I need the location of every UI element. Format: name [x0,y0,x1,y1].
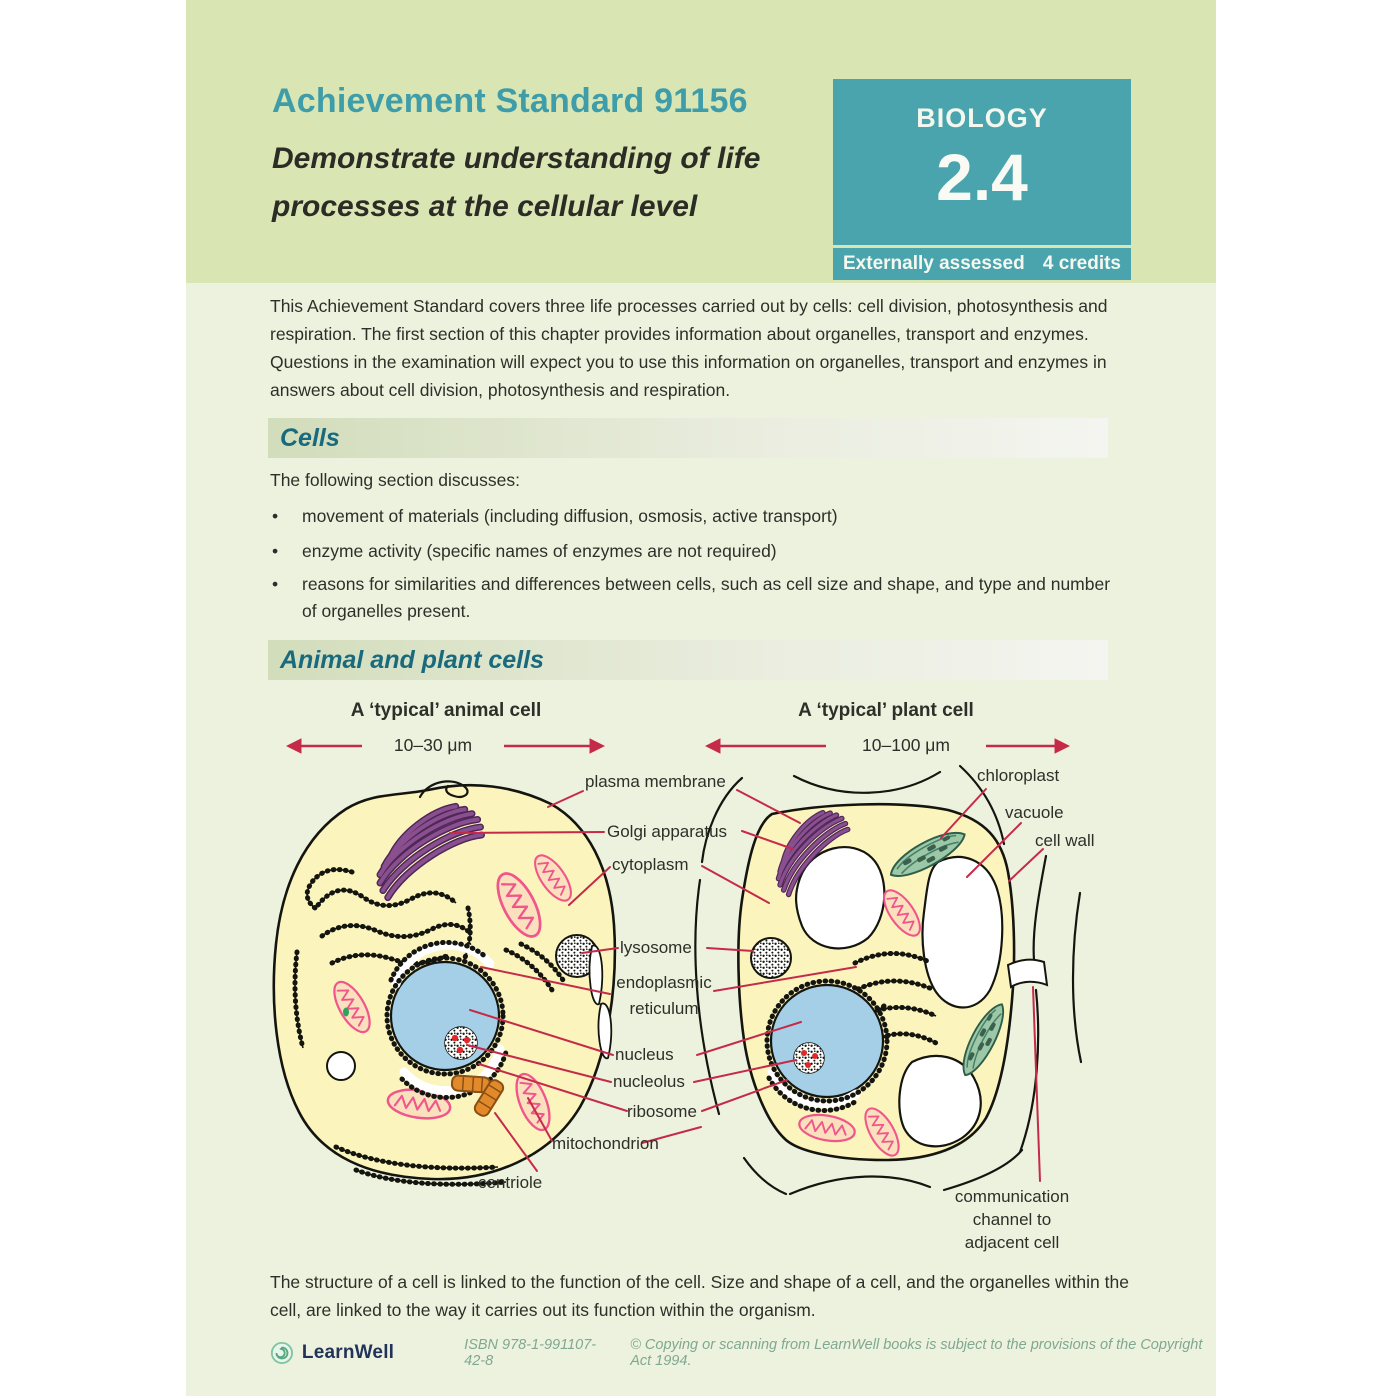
copyright-text: © Copying or scanning from LearnWell books is subject to the provisions of the Copyright Act 1994. [630,1337,1203,1369]
nucleus [391,962,499,1070]
subject-name: BIOLOGY [916,103,1048,133]
label-cell-wall: cell wall [1035,831,1095,850]
label-communication-channel [942,1185,1082,1254]
label-mitochondrion: mitochondrion [552,1134,659,1153]
plant-cell-title: A ‘typical’ plant cell [798,700,974,721]
closing-paragraph: The structure of a cell is linked to the function of the cell. Size and shape of a cell, and the organelles within the cell, are linked to the way it carries out its function within the organism. [270,1272,1129,1320]
label-chloroplast: chloroplast [977,766,1060,785]
nucleolus [445,1027,477,1059]
vacuole [923,857,1003,1008]
label-ribosome: ribosome [627,1102,697,1121]
label-cytoplasm: cytoplasm [612,855,689,874]
bullet-item [272,571,1120,625]
cells-intro-line: The following section discusses: [270,470,520,490]
textbook-page [186,0,1216,1396]
brand-name: LearnWell [301,1342,395,1363]
label-vacuole: vacuole [1005,803,1064,822]
label-golgi-apparatus: Golgi apparatus [607,822,728,841]
section-heading-animal-plant-cells: Animal and plant cells [268,640,1108,680]
label-comm-line3: adjacent cell [964,1233,1060,1252]
plant-cell [738,804,1047,1160]
label-er-line1: endoplasmic [616,973,712,992]
label-er-line2: reticulum [629,999,699,1018]
vesicle [327,1052,355,1080]
footer [270,1338,1216,1368]
subject-box [833,79,1131,245]
subject-level: 2.4 [936,140,1028,214]
animal-cell [274,781,615,1184]
bullet-text: • enzyme activity (specific names of enzymes are not required) [302,541,777,561]
page-title: Achievement Standard 91156 [272,82,748,120]
label-nucleus: nucleus [615,1045,674,1064]
bullet-item [272,503,1126,530]
credits-badge: 4 credits [1042,253,1121,274]
plant-cell-scale: 10–100 μm [826,735,986,756]
label-comm-line1: communication [954,1187,1070,1206]
label-plasma-membrane: plasma membrane [585,772,726,791]
nucleolus [794,1043,824,1073]
bullet-text: • movement of materials (including diffusion, osmosis, active transport) [302,506,838,526]
label-endoplasmic-reticulum [606,970,722,1022]
animal-cell-title: A ‘typical’ animal cell [350,700,542,721]
smooth-er [590,945,603,1004]
intro-paragraph: This Achievement Standard covers three life processes carried out by cells: cell division, photosynthesis and respiration. The first section of this chapter provides information about organelles, transport and enzymes. Questions in the examination will expect you to use this information on organelles, transport and enzymes in answers about cell division, photosynthesis and respiration. [270,296,1108,400]
assessment-banner [833,248,1131,280]
section-heading-cells: Cells [268,418,1108,458]
learnwell-logo-icon [270,1340,294,1366]
standard-subtitle-line1: Demonstrate understanding of life [272,142,761,175]
lysosome [751,938,791,978]
standard-subtitle-line2: processes at the cellular level [272,190,698,223]
header-block [186,0,1216,283]
label-nucleolus: nucleolus [613,1072,685,1091]
communication-channel [1008,960,1047,987]
bullet-item [272,538,1126,565]
label-centriole: centriole [478,1173,543,1192]
label-comm-line2: channel to [972,1210,1052,1229]
animal-cell-scale: 10–30 μm [362,735,504,756]
assessment-type: Externally assessed [843,253,1025,274]
isbn-text: ISBN 978-1-991107-42-8 [464,1337,597,1369]
bullet-text: • reasons for similarities and differences between cells, such as cell size and shape, and type and number of organelles present. [302,574,1111,621]
label-lysosome: lysosome [620,938,692,957]
vesicle-dot [343,1008,349,1017]
